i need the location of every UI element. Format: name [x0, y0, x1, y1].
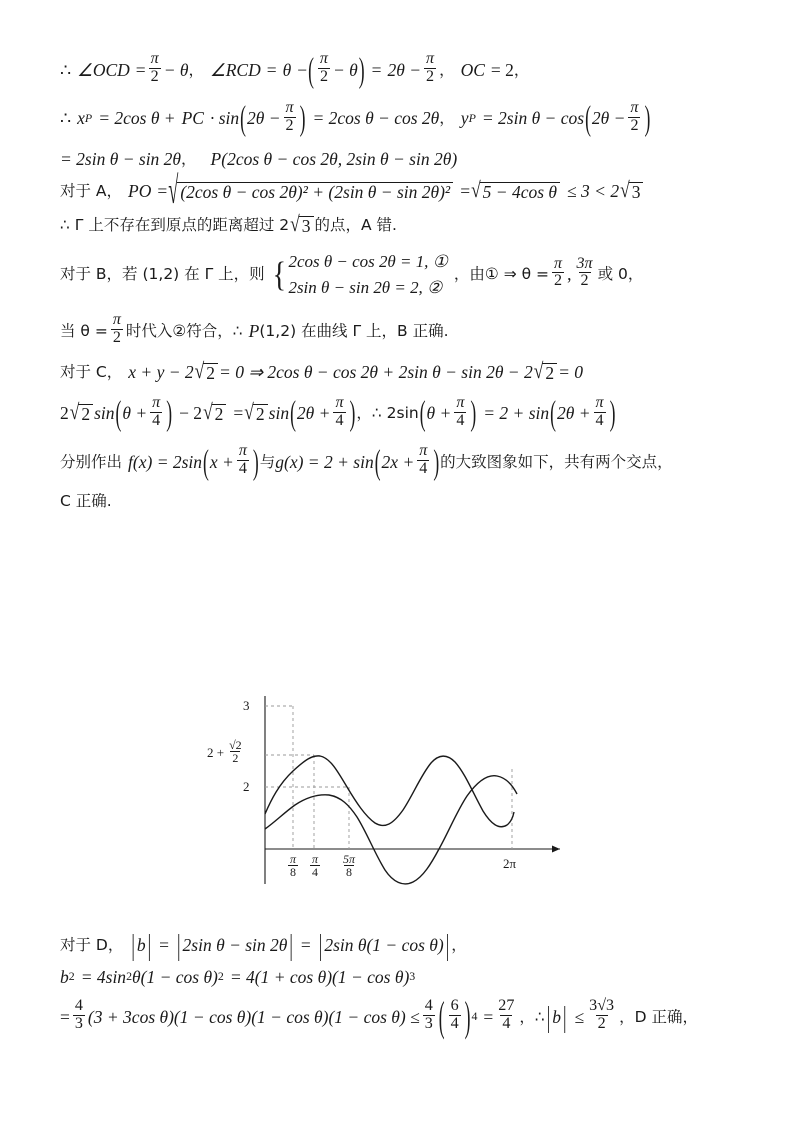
arg-x-l10a: x + [209, 451, 234, 472]
therefore-symbol: ∴ [60, 59, 72, 80]
fraction-pi-2-l7: $\frac{\pi}{2}$ [112, 311, 121, 347]
left-paren-l9a: ( [115, 392, 122, 433]
conclusion-b: (1,2) 在曲线 Γ 上，B 正确. [259, 321, 449, 340]
right-paren-1: ) [358, 48, 365, 89]
fraction-pi-over-2-inner: $\frac{\pi}{2}$ [319, 50, 328, 86]
theta-case-intro: 当 θ = [60, 321, 108, 340]
math-line-9 [60, 389, 750, 438]
math-line-10 [60, 438, 750, 487]
right-paren-l9d: ) [609, 392, 616, 433]
oc-label: OC [460, 59, 485, 80]
left-brace: { [272, 254, 286, 294]
or-zero: 或 0， [597, 264, 644, 283]
arg-2theta-l9d: 2θ + [556, 402, 591, 423]
abs-bar-close-4: | [563, 999, 567, 1034]
comma-l2: ， [439, 109, 455, 128]
fraction-pi-4-l10a: $\frac{\pi}{4}$ [238, 442, 247, 478]
abs-bar-close-1: | [147, 927, 152, 962]
conclusion-d: ，D 正确， [619, 1007, 698, 1026]
sqrt-2-l9b: √ 2 [203, 404, 226, 424]
right-paren-2: ) [299, 97, 306, 138]
therefore-symbol-2: ∴ [60, 108, 72, 129]
abs-bar-open-3: | [318, 927, 323, 962]
arg-theta-l9a: θ + [122, 402, 148, 423]
f-label: f [128, 451, 133, 472]
left-paren-1: ( [308, 48, 314, 89]
radical-sign-7: √ [69, 398, 80, 424]
power-4-exp: 4 [471, 1009, 478, 1024]
b-squared-exp: 2 [68, 969, 75, 984]
option-d-intro: 对于 D， [60, 936, 124, 954]
math-line-2 [60, 95, 750, 144]
math-line-6 [60, 242, 750, 307]
inner-minus-theta: − θ [333, 59, 358, 80]
coef-2-l9: 2 [60, 402, 69, 423]
conclusion-c: C 正确. [60, 491, 112, 510]
left-paren-l9b: ( [290, 392, 296, 433]
b-expr-1: 2sin θ − sin 2θ [182, 935, 288, 955]
y-tick-label-2: 2 [243, 779, 250, 794]
radical-sign-3: √ [620, 177, 630, 203]
equals-l4b: = [460, 181, 471, 202]
point-p-coords: (2cos θ − cos 2θ, 2sin θ − sin 2θ) [221, 148, 458, 169]
conclusion-a-part1: ∴ Γ 上不存在到原点的距离超过 2 [60, 215, 290, 234]
math-line-3 [60, 144, 750, 176]
b-squared-eq: = 4sin [80, 966, 127, 987]
equation-system [271, 249, 448, 300]
theta-1: θ [282, 59, 292, 80]
equals-1: = [135, 59, 146, 80]
dot-sin: · sin [209, 108, 240, 129]
curve-f-function [265, 776, 517, 884]
equals-3: = [371, 59, 382, 80]
angle-rcd: ∠RCD [210, 59, 261, 80]
sqrt-3-l5: √ 3 [290, 216, 313, 236]
radical-sign-1: √ [168, 169, 179, 212]
left-paren-l9d: ( [550, 392, 556, 433]
fraction-pi-4-l10b: $\frac{\pi}{4}$ [419, 442, 428, 478]
fraction-sqrt2-over-2: $\frac{√2}{2}$ [229, 737, 242, 766]
plot-outro: 的大致图象如下，共有两个交点， [440, 452, 673, 471]
b-var-2: b [552, 1006, 562, 1027]
math-line-4 [60, 169, 750, 212]
f-definition: (x) = 2sin [132, 451, 203, 472]
pc-label: PC [181, 108, 204, 129]
therefore-l9: ，∴ 2sin [356, 403, 419, 422]
b-squared-mid: θ(1 − cos θ) [132, 966, 218, 987]
po-bound: ≤ 3 < 2 [567, 181, 620, 202]
arg-2theta-l9b: 2θ + [296, 402, 331, 423]
minus-sign-1: − [297, 59, 308, 80]
left-paren-l10a: ( [203, 440, 209, 481]
comma-2: ， [439, 60, 455, 79]
fraction-pi-4-l9a: $\frac{\pi}{4}$ [152, 393, 161, 429]
arg-theta-l9c: θ + [426, 402, 452, 423]
fraction-pi-2-l6: $\frac{\pi}{2}$ [554, 254, 563, 290]
p-label-l7: P [248, 320, 260, 341]
right-paren-l14: ) [464, 991, 471, 1040]
yp-var: y [460, 108, 469, 129]
abs-bar-open-2: | [177, 927, 181, 962]
radical-sign-6: √ [533, 357, 544, 383]
y-tick-label-2-plus-sqrt2-over-2: 2 + $\frac{√2}{2}$ [207, 737, 242, 766]
equals-l14: = [60, 1006, 70, 1027]
rhs-l9: = 2 + sin [483, 402, 550, 423]
yp-subscript: P [468, 111, 476, 126]
comma-1: ， [188, 60, 205, 79]
fraction-pi-4-l9d: $\frac{\pi}{4}$ [595, 393, 604, 429]
two-theta-minus: 2θ − [387, 59, 422, 80]
fraction-3pi-2-l6: $\frac{3\pi}{2}$ [576, 254, 593, 290]
math-line-7 [60, 307, 750, 356]
left-paren-l10b: ( [374, 440, 381, 481]
g-label: g [275, 451, 284, 472]
right-paren-3: ) [644, 97, 651, 138]
fraction-pi-over-2-b: $\frac{\pi}{2}$ [426, 50, 435, 86]
minus-2-l9: − 2 [179, 402, 203, 423]
math-line-12 [60, 927, 750, 962]
x-tick-label-pi-over-4: $\frac{\pi}{4}$ [312, 851, 319, 880]
y-tick-label-3: 3 [243, 698, 250, 713]
comma-l12: ， [451, 936, 467, 954]
line-equation-part2: = 0 ⇒ 2cos θ − cos 2θ + 2sin θ − sin 2θ − 2 [219, 361, 533, 382]
graph-svg [215, 674, 585, 914]
fraction-4-over-3-b: $\frac{4}{3}$ [424, 997, 433, 1033]
math-line-13 [60, 962, 750, 994]
right-paren-l9b: ) [349, 392, 356, 433]
math-line-1 [60, 46, 750, 95]
fraction-pi-over-2-a: $\frac{\pi}{2}$ [150, 50, 159, 86]
fraction-pi-2-l2: $\frac{\pi}{2}$ [285, 99, 294, 135]
equals-l12: = [159, 935, 170, 955]
arg-2theta: 2θ − [247, 108, 281, 129]
xp-subscript: P [84, 111, 93, 126]
option-a-intro: 对于 A， [60, 182, 123, 201]
theta-case-mid: 时代入②符合，∴ [125, 321, 243, 340]
math-line-5 [60, 209, 750, 243]
sqrt-2-l9a: √ 2 [70, 404, 93, 424]
abs-bar-close-2: | [289, 927, 293, 962]
line-equation-part3: = 0 [558, 361, 584, 382]
equals-l9: = [233, 402, 244, 423]
math-line-14 [60, 993, 750, 1042]
paren-squared-exp: 2 [217, 969, 224, 984]
sin-squared-exp: 2 [126, 969, 133, 984]
right-paren-l9a: ) [166, 392, 173, 433]
po-label: PO [128, 181, 152, 202]
xp-equation: = 2cos θ + [98, 108, 176, 129]
right-paren-l10a: ) [252, 440, 259, 481]
fraction-27-over-4: $\frac{27}{4}$ [498, 997, 515, 1033]
and-word: 与 [259, 452, 276, 471]
conclusion-a-part2: 的点，A 错. [314, 215, 397, 234]
fraction-4-over-3-a: $\frac{4}{3}$ [74, 997, 83, 1033]
solution-body-part-d [60, 927, 750, 1042]
fraction-6-over-4: $\frac{6}{4}$ [450, 997, 459, 1033]
amgm-expression: (3 + 3cos θ)(1 − cos θ)(1 − cos θ)(1 − cos θ) ≤ [87, 1006, 420, 1027]
abs-bar-close-3: | [445, 927, 450, 962]
system-followup: ，由① ⇒ θ = [453, 264, 550, 283]
sin-l9b: sin [268, 402, 290, 423]
curve-g-function [265, 756, 514, 827]
fraction-3sqrt3-over-2: $\frac{3√3}{2}$ [589, 997, 615, 1033]
comma-l3: ， [181, 149, 197, 168]
radical-sign-9: √ [244, 398, 254, 424]
minus-theta-1: − θ [163, 59, 189, 80]
sqrt-2-l8a: √ 2 [195, 363, 218, 383]
b-var-1: b [136, 935, 146, 955]
point-p-label: P [210, 148, 222, 169]
equals-2: = [266, 59, 277, 80]
math-line-11 [60, 487, 750, 517]
abs-bar-open-1: | [131, 927, 135, 962]
left-paren-l14: ( [438, 991, 445, 1040]
left-paren-3: ( [585, 97, 591, 138]
left-paren-2: ( [240, 97, 246, 138]
abs-bar-open-4: | [546, 999, 551, 1034]
leq-sign: ≤ [574, 1006, 585, 1027]
yp-result: = 2sin θ − sin 2θ [60, 148, 182, 169]
option-c-intro: 对于 C， [60, 362, 123, 381]
angle-ocd: ∠OCD [77, 59, 130, 80]
sqrt-2-l9c: √ 2 [244, 404, 267, 424]
oc-equals-2: = 2 [490, 59, 514, 80]
radical-sign-5: √ [194, 357, 205, 383]
arg-2x-l10b: 2x + [381, 451, 415, 472]
sqrt-expression-3: √ 3 [620, 182, 643, 202]
right-paren-l9c: ) [470, 392, 477, 433]
yp-equation: = 2sin θ − cos [481, 108, 585, 129]
x-axis-arrow [552, 846, 560, 853]
b-squared-expanded: = 4(1 + cos θ)(1 − cos θ) [229, 966, 410, 987]
function-graph-figure [207, 674, 585, 914]
x-tick-label-5pi-over-8: $\frac{5\pi}{8}$ [343, 851, 356, 880]
fraction-pi-2-l2b: $\frac{\pi}{2}$ [630, 99, 639, 135]
therefore-l14: ，∴ [519, 1007, 545, 1026]
plot-intro: 分别作出 [60, 452, 123, 471]
sqrt-expression-2: √ 5 − 4cos θ [471, 182, 560, 202]
b-expr-2: 2sin θ(1 − cos θ) [324, 935, 444, 955]
b-squared-var: b [60, 966, 69, 987]
sin-l9a: sin [94, 402, 115, 423]
comma-l6: , [567, 263, 572, 284]
x-tick-label-2pi: 2π [503, 856, 517, 871]
g-definition: (x) = 2 + sin [284, 451, 374, 472]
radical-sign-8: √ [203, 398, 213, 424]
xp-var: x [77, 108, 85, 129]
math-line-8 [60, 356, 750, 390]
comma-3: ， [513, 60, 530, 79]
arg-2theta-2: 2θ − [591, 108, 626, 129]
option-b-intro: 对于 B，若 (1,2) 在 Γ 上，则 [60, 264, 265, 283]
equals-l4: = [157, 181, 168, 202]
line-equation-part1: x + y − 2 [128, 361, 194, 382]
x-tick-label-pi-over-8: $\frac{\pi}{8}$ [290, 851, 297, 880]
system-row-1: 2cos θ − cos 2θ = 1, ① [288, 252, 448, 272]
equals-l12b: = [300, 935, 311, 955]
sqrt-2-l8b: √ 2 [534, 363, 557, 383]
solution-body [60, 46, 750, 516]
cubed-exp: 3 [409, 969, 416, 984]
radical-sign-2: √ [471, 177, 481, 203]
fraction-pi-4-l9b: $\frac{\pi}{4}$ [335, 393, 344, 429]
fraction-pi-4-l9c: $\frac{\pi}{4}$ [456, 393, 465, 429]
radical-sign-4: √ [290, 210, 300, 236]
equals-l14b: = [483, 1006, 494, 1027]
xp-result: = 2cos θ − cos 2θ [312, 108, 440, 129]
sqrt-expression-1: √ (2cos θ − cos 2θ)² + (2sin θ − sin 2θ)² [168, 182, 453, 202]
system-row-2: 2sin θ − sin 2θ = 2, ② [288, 277, 443, 297]
right-paren-l10b: ) [433, 440, 440, 481]
left-paren-l9c: ( [419, 392, 426, 433]
